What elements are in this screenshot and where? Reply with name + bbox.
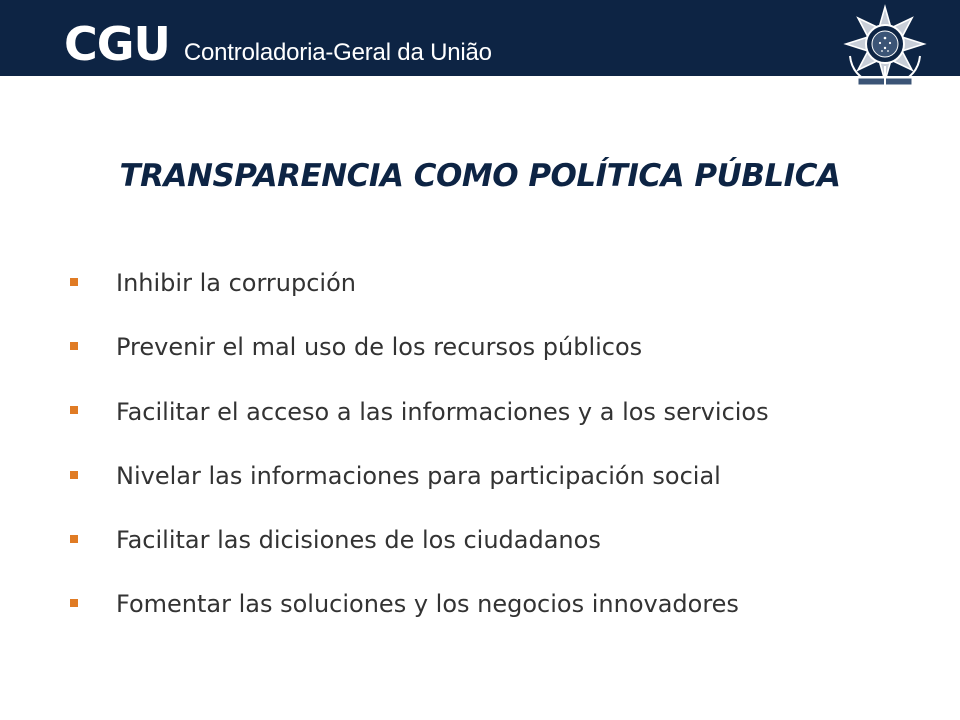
list-item-text: Facilitar el acceso a las informaciones y a los servicios bbox=[116, 398, 769, 426]
brazil-coat-of-arms-icon bbox=[840, 4, 930, 94]
list-item-text: Prevenir el mal uso de los recursos públicos bbox=[116, 333, 643, 361]
list-item-text: Facilitar las dicisiones de los ciudadanos bbox=[116, 526, 601, 554]
slide-title: TRANSPARENCIA COMO POLÍTICA PÚBLICA bbox=[119, 158, 841, 194]
square-bullet-icon bbox=[70, 278, 78, 286]
header-bar bbox=[0, 0, 960, 76]
list-item-text: Inhibir la corrupción bbox=[116, 269, 356, 297]
square-bullet-icon bbox=[70, 535, 78, 543]
list-item bbox=[68, 455, 908, 498]
list-item bbox=[68, 380, 908, 444]
logo-name: Controladoria-Geral da União bbox=[183, 39, 492, 66]
square-bullet-icon bbox=[70, 342, 78, 350]
bullet-list bbox=[68, 262, 908, 647]
cgu-logo bbox=[64, 17, 492, 71]
list-item bbox=[68, 262, 908, 305]
list-item-text: Nivelar las informaciones para participación social bbox=[116, 462, 721, 490]
list-item bbox=[68, 583, 908, 626]
square-bullet-icon bbox=[70, 406, 78, 414]
list-item-text: Fomentar las soluciones y los negocios innovadores bbox=[116, 590, 739, 618]
list-item bbox=[68, 519, 908, 562]
square-bullet-icon bbox=[70, 599, 78, 607]
square-bullet-icon bbox=[70, 471, 78, 479]
logo-mark: CGU bbox=[64, 17, 170, 71]
list-item bbox=[68, 326, 908, 369]
